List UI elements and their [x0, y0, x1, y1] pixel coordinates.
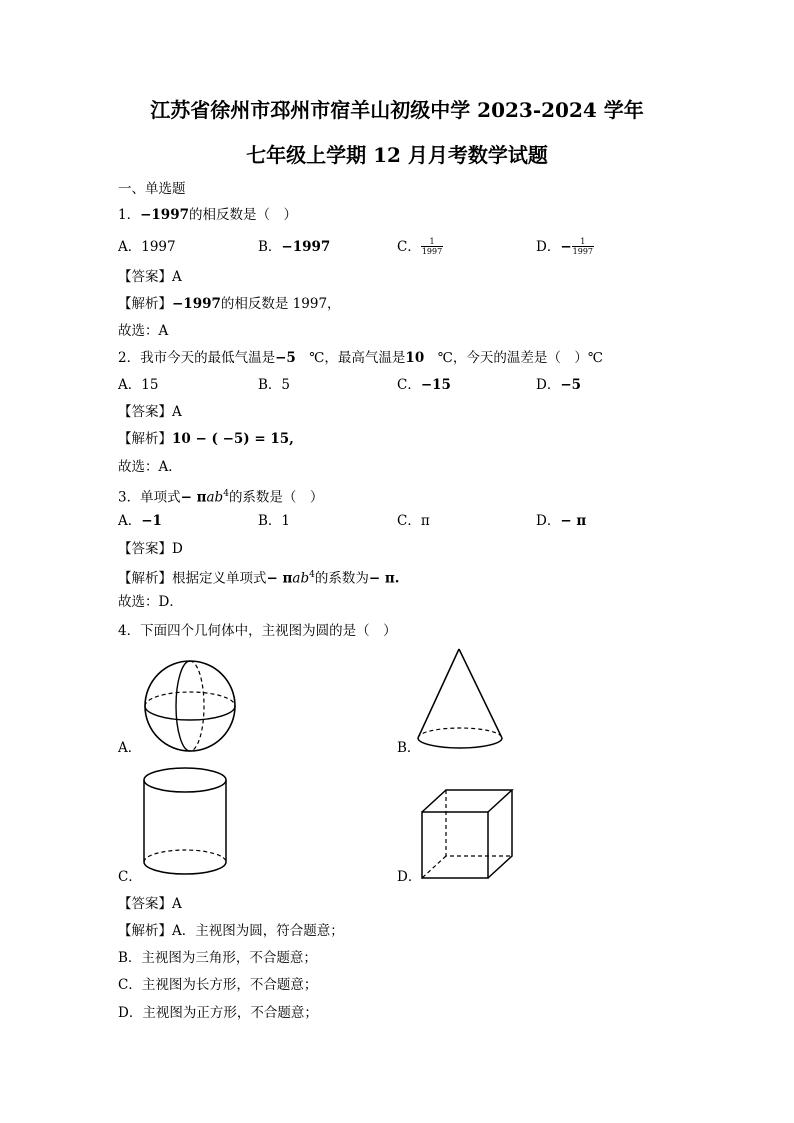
q1-option-c-label: C． [397, 239, 421, 255]
q2-option-d-label: D． [536, 377, 561, 393]
sphere-outline [145, 661, 235, 751]
q2-stem-math-2: 10 [405, 350, 425, 366]
q3-stem-math-1: − π [180, 489, 207, 506]
q2-stem-part-2: ℃，最高气温是 [295, 350, 406, 366]
q1-explanation [118, 295, 341, 313]
sphere-figure [140, 660, 244, 756]
cone-figure [414, 646, 508, 756]
q3-option-a-label: A． [118, 513, 142, 529]
sphere-equator-back [145, 692, 235, 706]
q1-option-d-sign: − [560, 239, 572, 255]
q3-explanation [118, 566, 399, 588]
q4-explanation-c: C．主视图为长方形，不合题意； [118, 977, 318, 993]
q2-option-c-math: −15 [420, 377, 451, 393]
q3-explanation-math-2: ab [292, 570, 310, 587]
cylinder-top [144, 768, 226, 792]
q3-explanation-part-2: 的系数为 [314, 570, 369, 587]
q3-stem-part-1: 3．单项式 [118, 489, 181, 506]
q1-explanation-head: 【解析】 [118, 296, 172, 312]
q3-explanation-head: 【解析】 [118, 570, 172, 587]
cube-figure [418, 786, 518, 884]
q1-option-d-label: D． [536, 239, 561, 255]
q1-option-c-denominator: 1997 [421, 247, 443, 256]
q3-answer: 【答案】D [118, 541, 183, 557]
sphere-equator-front [145, 706, 235, 720]
q4-label-c: C． [118, 869, 142, 885]
q4-explanation-d: D．主视图为正方形，不合题意； [118, 1005, 318, 1021]
q1-option-c-fraction [421, 237, 443, 256]
q1-option-c-numerator: 1 [421, 237, 443, 247]
q4-explanation-a: 【解析】A．主视图为圆，符合题意； [118, 923, 344, 939]
q4-stem: 4．下面四个几何体中，主视图为圆的是（ ） [118, 623, 397, 639]
cylinder-base-back [144, 850, 226, 862]
q2-option-d [536, 376, 581, 394]
q4-answer: 【答案】A [118, 896, 182, 912]
q1-answer: 【答案】A [118, 269, 182, 285]
q1-option-a: A．1997 [118, 239, 176, 255]
q2-stem-part-3: ℃，今天的温差是（ ）℃ [424, 350, 603, 366]
cylinder-base-front [144, 862, 226, 874]
q1-option-b [258, 238, 330, 256]
q1-explanation-math: −1997 [172, 296, 221, 312]
q3-explanation-math-1: − π [266, 570, 293, 587]
q1-option-d [536, 238, 594, 257]
section-heading: 一、单选题 [118, 181, 186, 197]
q2-option-c-label: C． [397, 377, 421, 393]
q2-explanation-head: 【解析】 [118, 431, 172, 447]
cube-front-face [422, 812, 488, 878]
q1-option-b-math: −1997 [281, 239, 331, 255]
q3-explanation-math-3: − π. [368, 570, 400, 587]
q1-option-b-label: B． [258, 239, 282, 255]
q2-option-c [397, 376, 451, 394]
cone-base-front [418, 738, 502, 748]
page-title-line-2: 七年级上学期 12 月月考数学试题 [246, 143, 548, 167]
q2-conclusion: 故选：A． [118, 459, 182, 475]
q4-label-b: B． [397, 740, 421, 756]
cone-base-back [418, 728, 502, 738]
q2-option-d-math: −5 [560, 377, 582, 393]
q1-explanation-text: 的相反数是 1997， [220, 296, 341, 312]
cube-right-face [488, 790, 512, 878]
q2-explanation [118, 430, 294, 448]
q2-option-a: A．15 [118, 377, 159, 393]
q1-stem-math: −1997 [140, 207, 189, 223]
sphere-meridian-front [176, 661, 190, 751]
q3-stem-part-2: 的系数是（ ） [228, 489, 324, 506]
q3-stem [118, 485, 323, 507]
q3-option-a-math: −1 [141, 513, 162, 529]
q3-conclusion: 故选：D． [118, 594, 183, 610]
q3-stem-math-2: ab [206, 489, 224, 506]
q2-stem-math-1: −5 [275, 350, 296, 366]
page-title-line-1: 江苏省徐州市邳州市宿羊山初级中学 2023-2024 学年 [150, 98, 644, 122]
q3-option-d-math: − π [560, 513, 587, 529]
q4-label-d: D． [397, 869, 422, 885]
q1-number: 1． [118, 207, 141, 223]
q1-stem [118, 206, 297, 224]
q3-explanation-exponent: 4 [309, 570, 315, 580]
q2-option-b: B．5 [258, 377, 291, 393]
q3-option-b: B．1 [258, 513, 291, 529]
q3-option-c: C．π [397, 513, 430, 529]
q2-explanation-math: 10 − ( −5) = 15, [172, 431, 294, 447]
q3-option-d [536, 512, 586, 530]
q4-explanation-b: B．主视图为三角形，不合题意； [118, 950, 317, 966]
cylinder-figure [140, 764, 232, 878]
q1-option-d-denominator: 1997 [572, 247, 593, 256]
cube-top-face [422, 790, 512, 812]
q4-label-a: A． [118, 740, 142, 756]
q1-stem-text: 的相反数是（ ） [188, 207, 297, 223]
q2-stem-part-1: 2．我市今天的最低气温是 [118, 350, 276, 366]
q3-option-a [118, 512, 162, 530]
q1-option-d-fraction [572, 237, 594, 256]
q2-answer: 【答案】A [118, 404, 182, 420]
cone-right-edge [459, 649, 502, 738]
cone-left-edge [418, 649, 459, 738]
q3-option-d-label: D． [536, 513, 561, 529]
sphere-meridian-back [190, 661, 204, 751]
q2-stem [118, 349, 603, 367]
q1-option-c [397, 238, 443, 257]
q3-stem-exponent: 4 [223, 489, 229, 499]
q1-option-d-numerator: 1 [572, 237, 594, 247]
q1-conclusion: 故选：A [118, 323, 169, 339]
q3-explanation-part-1: 根据定义单项式 [172, 570, 267, 587]
